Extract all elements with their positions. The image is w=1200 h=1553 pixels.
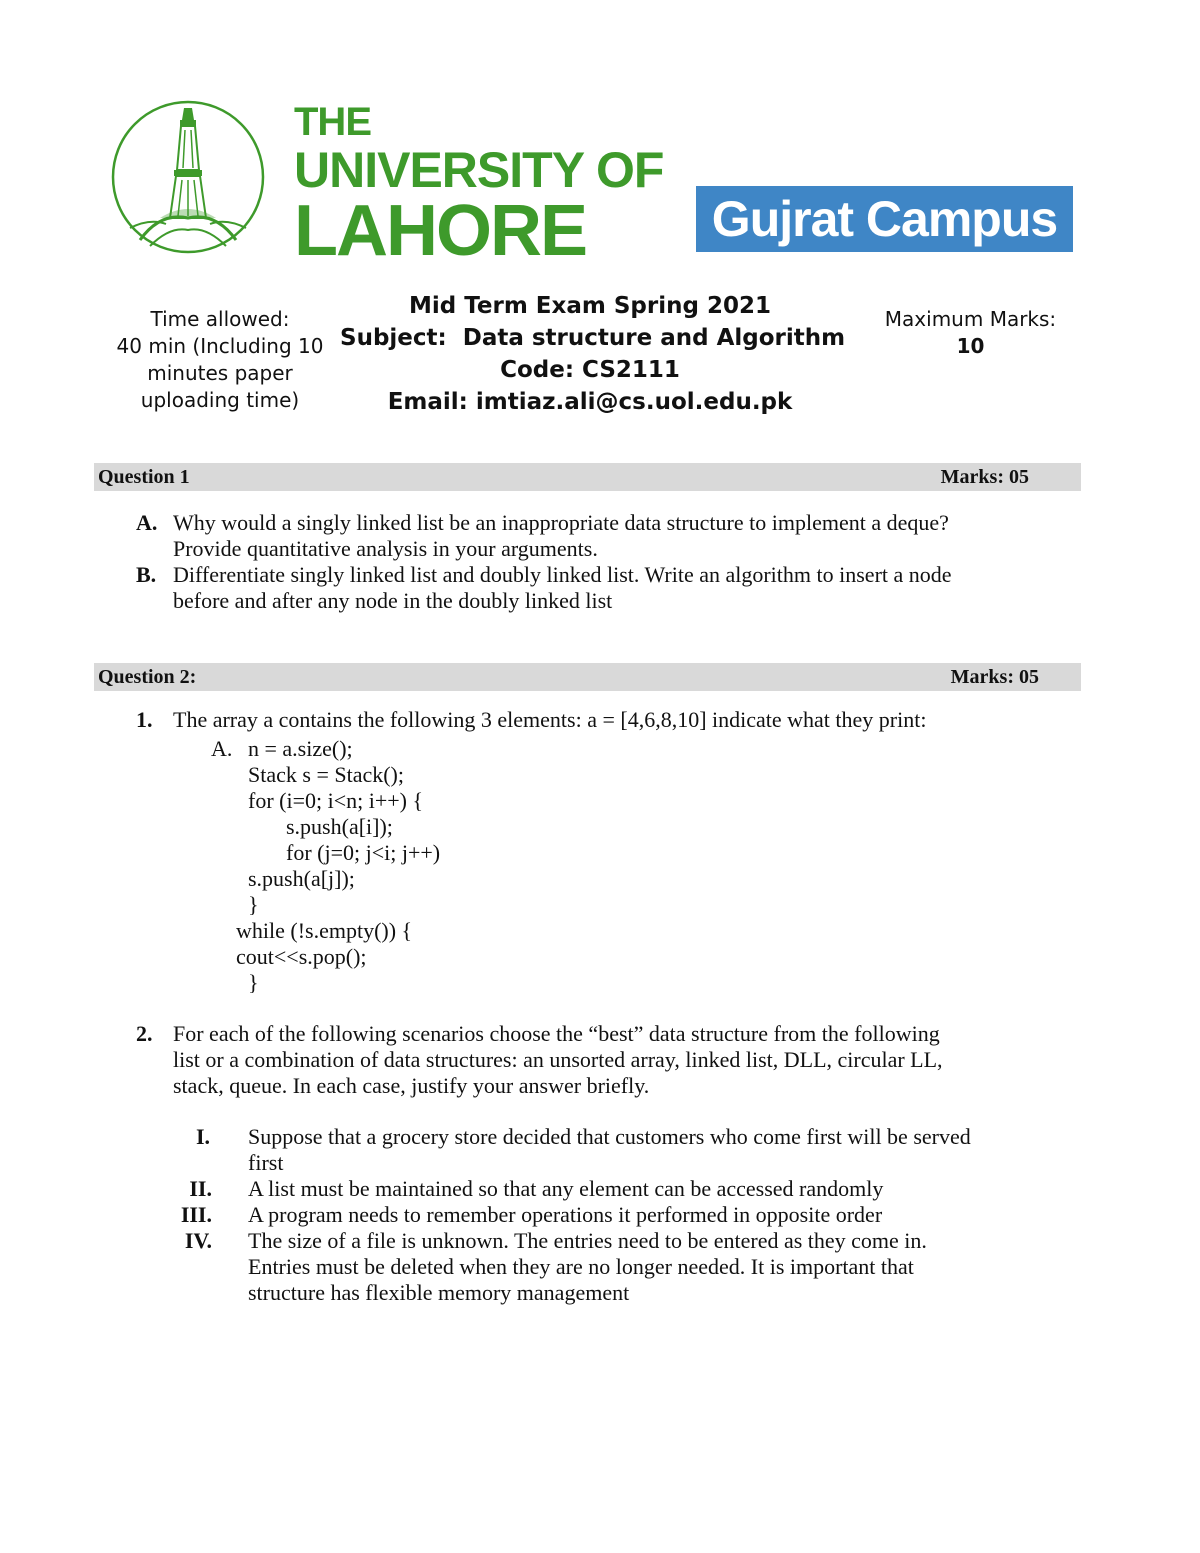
time-line-1: 40 min (Including 10	[116, 334, 324, 358]
item-text-line: Provide quantitative analysis in your arguments.	[173, 536, 598, 561]
exam-subject: Subject: Data structure and Algorithm	[340, 325, 846, 351]
minar-e-pakistan-emblem-icon	[100, 100, 276, 254]
scenario-label: III.	[180, 1202, 212, 1227]
code-line: s.push(a[i]);	[286, 814, 393, 839]
scenario-text-line: The size of a file is unknown. The entries need to be entered as they come in.	[248, 1228, 927, 1253]
time-line-2: minutes paper	[147, 361, 293, 385]
code-line: Stack s = Stack();	[248, 762, 404, 787]
logo-line-1: THE	[294, 100, 371, 144]
scenario-text-line: Entries must be deleted when they are no longer needed. It is important that	[248, 1254, 914, 1279]
exam-title-block	[340, 290, 846, 418]
code-line: }	[248, 970, 259, 995]
scenario-text-line: A list must be maintained so that any element can be accessed randomly	[248, 1176, 884, 1201]
item-label: B.	[136, 562, 157, 587]
max-marks-value: 10	[956, 334, 985, 358]
code-line: n = a.size();	[248, 736, 353, 761]
scenario-label: II.	[189, 1176, 212, 1201]
code-line: cout<<s.pop();	[236, 944, 367, 969]
logo-line-3: LAHORE	[294, 191, 586, 271]
code-line: for (j=0; j<i; j++)	[286, 840, 441, 865]
exam-email: Email: imtiaz.ali@cs.uol.edu.pk	[387, 389, 793, 415]
code-line: s.push(a[j]);	[248, 866, 355, 891]
scenario-text-line: structure has flexible memory management	[248, 1280, 630, 1305]
exam-code: Code: CS2111	[500, 357, 680, 383]
item-text-line: Differentiate singly linked list and doubly linked list. Write an algorithm to insert a node	[173, 562, 952, 587]
question-1-marks: Marks: 05	[940, 466, 1029, 488]
item-label: A.	[136, 510, 158, 535]
scenario-text-line: Suppose that a grocery store decided that customers who come first will be served	[248, 1124, 971, 1149]
item-text-line: For each of the following scenarios choose the “best” data structure from the following	[173, 1021, 940, 1046]
exam-title: Mid Term Exam Spring 2021	[409, 293, 771, 319]
code-line: for (i=0; i<n; i++) {	[248, 788, 424, 813]
code-line: while (!s.empty()) {	[236, 918, 413, 943]
time-allowed-block	[108, 306, 332, 414]
time-label: Time allowed:	[150, 307, 290, 331]
item-label: 2.	[136, 1021, 153, 1046]
question-2-header	[94, 663, 1081, 691]
item-text-line: The array a contains the following 3 elements: a = [4,6,8,10] indicate what they print:	[173, 707, 927, 732]
item-label: 1.	[136, 707, 153, 732]
item-text-line: Why would a singly linked list be an inappropriate data structure to implement a deque?	[173, 510, 949, 535]
question-2-marks: Marks: 05	[950, 666, 1039, 688]
question-1-title: Question 1	[98, 466, 190, 488]
scenario-label: IV.	[184, 1228, 212, 1253]
campus-banner: Gujrat Campus	[696, 186, 1073, 252]
scenario-text-line: A program needs to remember operations it performed in opposite order	[248, 1202, 883, 1227]
scenario-label: I.	[195, 1124, 210, 1149]
max-marks-block	[868, 306, 1073, 360]
code-line: }	[248, 892, 259, 917]
logo-line-2: UNIVERSITY OF	[294, 142, 664, 198]
university-logo-text	[294, 100, 664, 271]
question-2-title: Question 2:	[98, 666, 197, 688]
item-text-line: stack, queue. In each case, justify your answer briefly.	[173, 1073, 650, 1098]
item-text-line: before and after any node in the doubly linked list	[173, 588, 613, 613]
question-1-header	[94, 463, 1081, 491]
scenario-text-line: first	[248, 1150, 284, 1175]
code-sub-label: A.	[211, 736, 233, 761]
item-text-line: list or a combination of data structures: an unsorted array, linked list, DLL, circular LL,	[173, 1047, 943, 1072]
max-marks-label: Maximum Marks:	[884, 307, 1057, 331]
time-line-3: uploading time)	[140, 388, 300, 412]
